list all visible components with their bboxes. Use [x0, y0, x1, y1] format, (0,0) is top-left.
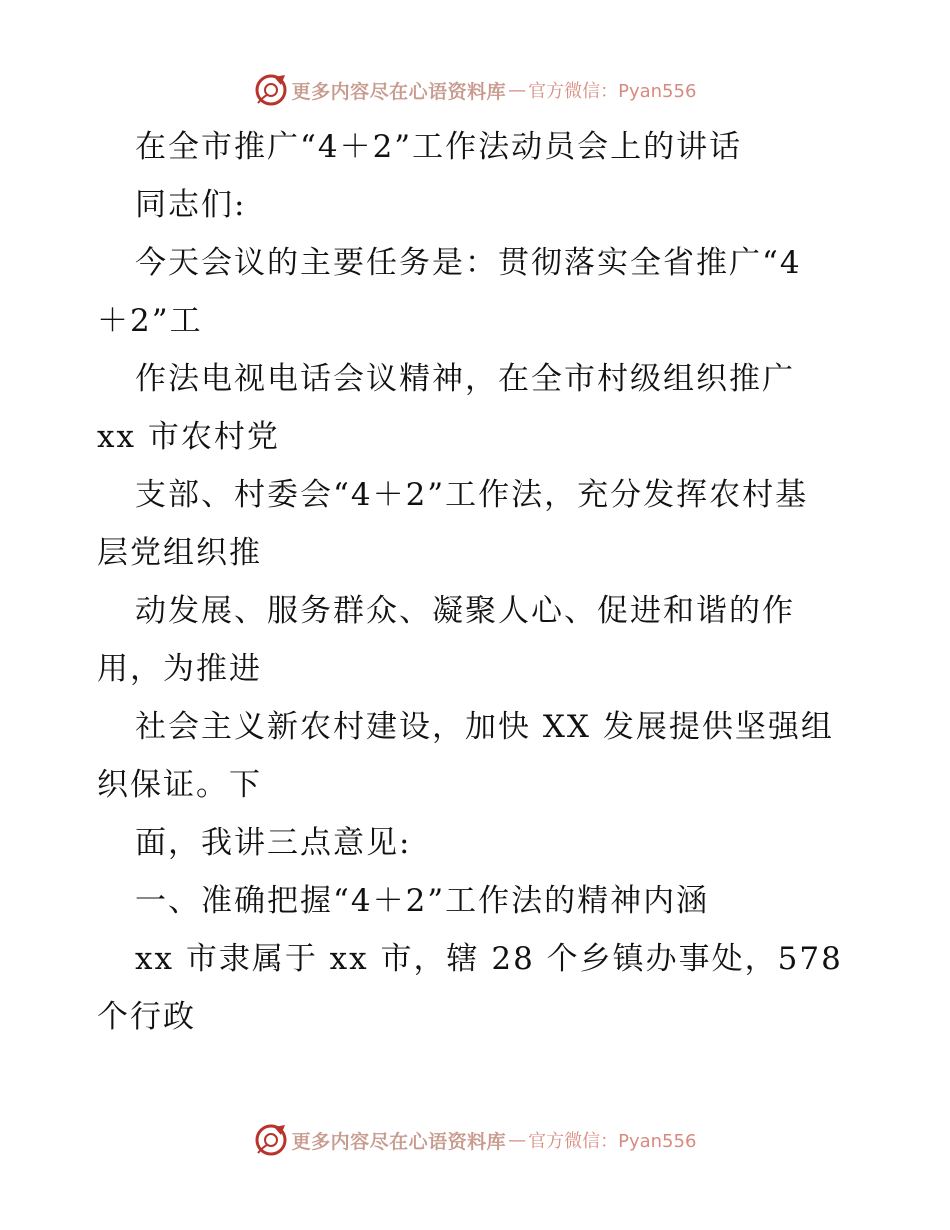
watermark-separator: — [508, 79, 527, 101]
paragraph-line: 层党组织推 [97, 535, 262, 571]
document-body [97, 118, 857, 1046]
red-circle-pen-logo-icon [254, 1123, 288, 1157]
paragraph-line: xx 市农村党 [97, 419, 280, 455]
watermark-contact-text: 官方微信：Pyan556 [528, 81, 697, 102]
document-title: 在全市推广“4＋2”工作法动员会上的讲话 [135, 129, 743, 165]
paragraph-line: 支部、村委会“4＋2”工作法，充分发挥农村基 [135, 477, 809, 513]
paragraph-line: 面，我讲三点意见: [135, 825, 412, 861]
watermark-contact-text: 官方微信：Pyan556 [528, 1131, 697, 1152]
footer-watermark-banner [0, 1120, 950, 1160]
paragraph-line: 动发展、服务群众、凝聚人心、促进和谐的作 [135, 593, 795, 629]
watermark-separator: — [508, 1129, 527, 1151]
watermark-brand-text: 更多内容尽在心语资料库 [291, 80, 507, 103]
paragraph-line: 个行政 [97, 999, 196, 1035]
paragraph-line: 社会主义新农村建设，加快 XX 发展提供坚强组 [135, 709, 834, 745]
paragraph-line: xx 市隶属于 xx 市，辖 28 个乡镇办事处，578 [135, 941, 843, 977]
paragraph-line: 织保证。下 [97, 767, 262, 803]
red-circle-pen-logo-icon [254, 73, 288, 107]
watermark-brand-text: 更多内容尽在心语资料库 [291, 1130, 507, 1153]
paragraph-line: 今天会议的主要任务是：贯彻落实全省推广“4 [135, 245, 802, 281]
header-watermark-banner [0, 70, 950, 110]
paragraph-line: ＋2”工 [97, 303, 203, 339]
paragraph-line: 用，为推进 [97, 651, 262, 687]
salutation: 同志们: [135, 187, 247, 223]
paragraph-line: 作法电视电话会议精神，在全市村级组织推广 [135, 361, 795, 397]
section-heading: 一、准确把握“4＋2”工作法的精神内涵 [135, 883, 710, 919]
